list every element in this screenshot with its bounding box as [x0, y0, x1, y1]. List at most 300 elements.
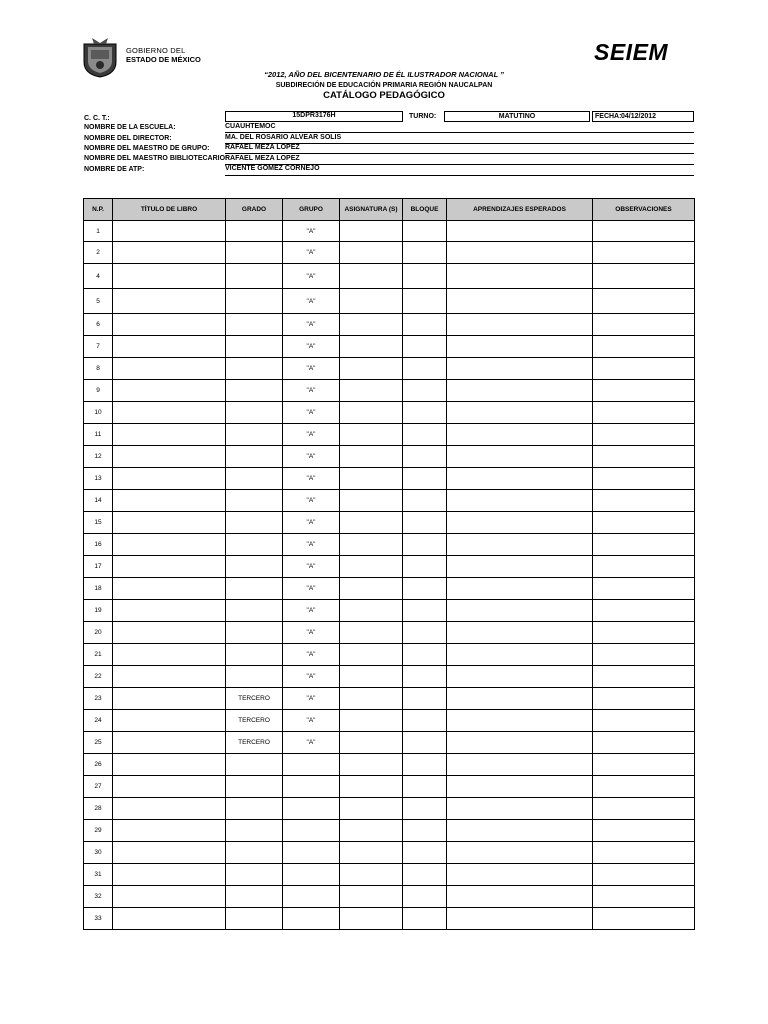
cell-np: 21 [84, 644, 113, 666]
cell-grupo [283, 864, 340, 886]
cell-grupo: "A" [283, 688, 340, 710]
gov-line-2: ESTADO DE MÉXICO [126, 55, 201, 64]
subdirection-name: SUBDIRECIÓN DE EDUCACIÓN PRIMARIA REGIÓN NAUCALPAN [275, 82, 493, 89]
cell-titulo [113, 402, 226, 424]
cell-observaciones [593, 820, 695, 842]
cell-aprendizajes [447, 336, 593, 358]
table-row [84, 710, 695, 732]
cell-asignatura [340, 468, 403, 490]
cell-grado [226, 754, 283, 776]
cell-grado [226, 336, 283, 358]
maestro-value: RAFAEL MEZA LOPEZ [225, 144, 300, 151]
cell-asignatura [340, 221, 403, 242]
cell-grupo: "A" [283, 512, 340, 534]
cell-np: 8 [84, 358, 113, 380]
cell-titulo [113, 842, 226, 864]
cell-np: 10 [84, 402, 113, 424]
table-row [84, 886, 695, 908]
cell-np: 24 [84, 710, 113, 732]
table-row [84, 578, 695, 600]
cell-grado [226, 264, 283, 289]
cell-grupo [283, 908, 340, 930]
cell-titulo [113, 512, 226, 534]
cell-bloque [403, 798, 447, 820]
cell-aprendizajes [447, 798, 593, 820]
cell-asignatura [340, 556, 403, 578]
government-name [126, 46, 201, 64]
cell-bloque [403, 622, 447, 644]
table-row [84, 358, 695, 380]
year-motto: “2012, AÑO DEL BICENTENARIO DE ÉL ILUSTRADOR NACIONAL ” [264, 70, 504, 79]
turno-label: TURNO: [409, 113, 437, 120]
cell-bloque [403, 221, 447, 242]
fecha-label: FECHA: [595, 113, 622, 120]
cell-grado [226, 600, 283, 622]
table-row [84, 468, 695, 490]
cell-np: 32 [84, 886, 113, 908]
cell-asignatura [340, 446, 403, 468]
table-row [84, 864, 695, 886]
cell-asignatura [340, 600, 403, 622]
turno-value: MATUTINO [498, 113, 536, 120]
table-row [84, 600, 695, 622]
cell-titulo [113, 622, 226, 644]
cell-np: 20 [84, 622, 113, 644]
cell-titulo [113, 380, 226, 402]
cell-bloque [403, 688, 447, 710]
cell-grupo: "A" [283, 380, 340, 402]
cell-titulo [113, 556, 226, 578]
cell-aprendizajes [447, 242, 593, 264]
cell-bloque [403, 358, 447, 380]
cell-grupo: "A" [283, 622, 340, 644]
cell-np: 30 [84, 842, 113, 864]
cct-value: 15DPR3176H [292, 112, 336, 119]
cell-bloque [403, 242, 447, 264]
cell-asignatura [340, 490, 403, 512]
table-row [84, 732, 695, 754]
cell-aprendizajes [447, 402, 593, 424]
cell-bloque [403, 776, 447, 798]
cell-bloque [403, 490, 447, 512]
cell-titulo [113, 644, 226, 666]
cell-bloque [403, 264, 447, 289]
atp-label: NOMBRE DE ATP: [84, 166, 145, 173]
cell-bloque [403, 666, 447, 688]
cell-aprendizajes [447, 666, 593, 688]
cell-bloque [403, 842, 447, 864]
cell-np: 29 [84, 820, 113, 842]
col-header-titulo: TÍTULO DE LIBRO [113, 199, 226, 221]
cell-aprendizajes [447, 380, 593, 402]
cell-asignatura [340, 402, 403, 424]
cell-grado [226, 644, 283, 666]
cell-titulo [113, 490, 226, 512]
cell-asignatura [340, 578, 403, 600]
cell-aprendizajes [447, 644, 593, 666]
table-row [84, 842, 695, 864]
cell-grado [226, 380, 283, 402]
atp-value: VICENTE GOMEZ CORNEJO [225, 165, 320, 172]
cell-grupo: "A" [283, 710, 340, 732]
table-row [84, 688, 695, 710]
cell-np: 6 [84, 314, 113, 336]
cell-grado [226, 242, 283, 264]
cell-bloque [403, 446, 447, 468]
cell-bloque [403, 864, 447, 886]
bibliotecario-value: RAFAEL MEZA LOPEZ [225, 155, 300, 162]
cell-aprendizajes [447, 600, 593, 622]
table-row [84, 402, 695, 424]
maestro-underline [225, 153, 694, 154]
cell-aprendizajes [447, 864, 593, 886]
cell-asignatura [340, 908, 403, 930]
atp-underline [225, 175, 694, 176]
escuela-value: CUAUHTEMOC [225, 123, 276, 130]
cell-bloque [403, 424, 447, 446]
cell-titulo [113, 289, 226, 314]
cell-asignatura [340, 289, 403, 314]
cell-observaciones [593, 534, 695, 556]
table-row [84, 622, 695, 644]
cell-observaciones [593, 512, 695, 534]
escuela-label: NOMBRE DE LA ESCUELA: [84, 124, 176, 131]
cell-grado [226, 820, 283, 842]
cell-asignatura [340, 732, 403, 754]
cell-asignatura [340, 512, 403, 534]
cell-bloque [403, 314, 447, 336]
cell-grado [226, 289, 283, 314]
cell-titulo [113, 534, 226, 556]
table-row [84, 820, 695, 842]
cell-aprendizajes [447, 490, 593, 512]
cell-observaciones [593, 644, 695, 666]
cell-bloque [403, 732, 447, 754]
cell-observaciones [593, 490, 695, 512]
table-row [84, 314, 695, 336]
cell-bloque [403, 512, 447, 534]
cell-aprendizajes [447, 556, 593, 578]
document-title: CATÁLOGO PEDAGÓGICO [323, 90, 445, 101]
cell-aprendizajes [447, 886, 593, 908]
cct-label: C. C. T.: [84, 115, 110, 122]
cell-grupo: "A" [283, 402, 340, 424]
cell-titulo [113, 688, 226, 710]
table-row [84, 424, 695, 446]
cell-aprendizajes [447, 820, 593, 842]
cell-grupo: "A" [283, 556, 340, 578]
cell-np: 7 [84, 336, 113, 358]
cell-grado [226, 512, 283, 534]
cell-aprendizajes [447, 776, 593, 798]
cell-observaciones [593, 666, 695, 688]
cell-grupo [283, 776, 340, 798]
brand-logo-text: SEIEM [594, 39, 669, 65]
cell-np: 28 [84, 798, 113, 820]
cell-aprendizajes [447, 578, 593, 600]
table-row [84, 666, 695, 688]
cell-np: 2 [84, 242, 113, 264]
cell-titulo [113, 336, 226, 358]
cell-grado [226, 622, 283, 644]
cell-bloque [403, 820, 447, 842]
table-row [84, 446, 695, 468]
cell-asignatura [340, 534, 403, 556]
cell-observaciones [593, 468, 695, 490]
cell-bloque [403, 886, 447, 908]
cell-asignatura [340, 820, 403, 842]
cell-observaciones [593, 221, 695, 242]
cell-asignatura [340, 314, 403, 336]
cell-np: 14 [84, 490, 113, 512]
cell-observaciones [593, 600, 695, 622]
cell-grado: TERCERO [226, 688, 283, 710]
cell-grupo: "A" [283, 424, 340, 446]
cell-grupo: "A" [283, 289, 340, 314]
cell-asignatura [340, 776, 403, 798]
cell-asignatura [340, 886, 403, 908]
cell-observaciones [593, 754, 695, 776]
cell-np: 1 [84, 221, 113, 242]
escuela-underline [225, 132, 694, 133]
table-header-row [84, 199, 695, 221]
cell-observaciones [593, 264, 695, 289]
cell-observaciones [593, 622, 695, 644]
cell-grupo: "A" [283, 644, 340, 666]
cell-bloque [403, 336, 447, 358]
cell-aprendizajes [447, 688, 593, 710]
cell-grado: TERCERO [226, 732, 283, 754]
cell-observaciones [593, 314, 695, 336]
cell-titulo [113, 798, 226, 820]
table-row [84, 221, 695, 242]
table-body [84, 221, 695, 930]
cell-grado [226, 798, 283, 820]
cell-aprendizajes [447, 908, 593, 930]
col-header-aprendizajes: APRENDIZAJES ESPERADOS [447, 199, 593, 221]
cell-aprendizajes [447, 424, 593, 446]
cell-grado [226, 776, 283, 798]
cell-grupo: "A" [283, 578, 340, 600]
cell-asignatura [340, 842, 403, 864]
cell-bloque [403, 402, 447, 424]
cell-aprendizajes [447, 221, 593, 242]
cell-titulo [113, 732, 226, 754]
table-row [84, 490, 695, 512]
table-row [84, 380, 695, 402]
cell-np: 23 [84, 688, 113, 710]
cell-np: 18 [84, 578, 113, 600]
cell-observaciones [593, 732, 695, 754]
cell-grado [226, 556, 283, 578]
cell-np: 5 [84, 289, 113, 314]
cell-grupo [283, 798, 340, 820]
cell-titulo [113, 666, 226, 688]
table-row [84, 908, 695, 930]
cell-bloque [403, 644, 447, 666]
cell-np: 17 [84, 556, 113, 578]
cell-titulo [113, 908, 226, 930]
cell-grupo: "A" [283, 358, 340, 380]
gov-line-1: GOBIERNO DEL [126, 46, 186, 55]
table-row [84, 534, 695, 556]
cell-aprendizajes [447, 622, 593, 644]
cell-observaciones [593, 798, 695, 820]
cell-grado [226, 864, 283, 886]
cell-grado [226, 908, 283, 930]
cell-titulo [113, 264, 226, 289]
cell-grupo: "A" [283, 732, 340, 754]
cell-observaciones [593, 710, 695, 732]
cell-np: 33 [84, 908, 113, 930]
cell-observaciones [593, 864, 695, 886]
table-row [84, 754, 695, 776]
cell-bloque [403, 534, 447, 556]
cell-titulo [113, 468, 226, 490]
cell-np: 19 [84, 600, 113, 622]
cell-titulo [113, 314, 226, 336]
catalog-table [83, 198, 695, 930]
cell-grado [226, 424, 283, 446]
table-row [84, 336, 695, 358]
table-row [84, 289, 695, 314]
cell-grupo: "A" [283, 534, 340, 556]
cell-bloque [403, 710, 447, 732]
table-row [84, 776, 695, 798]
cell-titulo [113, 776, 226, 798]
cell-bloque [403, 908, 447, 930]
cell-asignatura [340, 688, 403, 710]
cell-grupo [283, 754, 340, 776]
cell-asignatura [340, 754, 403, 776]
cell-observaciones [593, 424, 695, 446]
cell-np: 15 [84, 512, 113, 534]
cell-observaciones [593, 886, 695, 908]
cell-grupo: "A" [283, 446, 340, 468]
cell-grado: TERCERO [226, 710, 283, 732]
cell-observaciones [593, 380, 695, 402]
cell-grupo: "A" [283, 221, 340, 242]
cell-observaciones [593, 402, 695, 424]
cell-titulo [113, 446, 226, 468]
cell-observaciones [593, 578, 695, 600]
cell-grado [226, 578, 283, 600]
cell-titulo [113, 221, 226, 242]
cell-asignatura [340, 666, 403, 688]
col-header-bloque: BLOQUE [403, 199, 447, 221]
cell-np: 26 [84, 754, 113, 776]
cell-aprendizajes [447, 358, 593, 380]
cell-observaciones [593, 289, 695, 314]
cell-observaciones [593, 842, 695, 864]
cell-np: 25 [84, 732, 113, 754]
cell-asignatura [340, 710, 403, 732]
cell-titulo [113, 820, 226, 842]
cell-asignatura [340, 424, 403, 446]
cell-grupo [283, 842, 340, 864]
cell-grupo: "A" [283, 600, 340, 622]
table-row [84, 264, 695, 289]
cell-bloque [403, 754, 447, 776]
cell-aprendizajes [447, 314, 593, 336]
cell-np: 22 [84, 666, 113, 688]
cell-grado [226, 534, 283, 556]
cell-np: 12 [84, 446, 113, 468]
cell-aprendizajes [447, 468, 593, 490]
cell-observaciones [593, 358, 695, 380]
director-label: NOMBRE DEL DIRECTOR: [84, 135, 172, 142]
cell-grado [226, 221, 283, 242]
cell-bloque [403, 468, 447, 490]
cell-titulo [113, 578, 226, 600]
table-row [84, 242, 695, 264]
cell-titulo [113, 886, 226, 908]
maestro-label: NOMBRE DEL MAESTRO DE GRUPO: [84, 145, 210, 152]
cell-bloque [403, 556, 447, 578]
cell-np: 13 [84, 468, 113, 490]
cell-aprendizajes [447, 754, 593, 776]
cell-asignatura [340, 358, 403, 380]
cell-titulo [113, 864, 226, 886]
table-row [84, 798, 695, 820]
cell-grupo: "A" [283, 242, 340, 264]
col-header-grupo: GRUPO [283, 199, 340, 221]
col-header-observaciones: OBSERVACIONES [593, 199, 695, 221]
cell-np: 11 [84, 424, 113, 446]
cell-asignatura [340, 380, 403, 402]
cell-grado [226, 358, 283, 380]
cell-grado [226, 842, 283, 864]
cell-asignatura [340, 798, 403, 820]
bibliotecario-label: NOMBRE DEL MAESTRO BIBLIOTECARIO: [84, 155, 228, 162]
cell-observaciones [593, 242, 695, 264]
cell-asignatura [340, 242, 403, 264]
cell-aprendizajes [447, 534, 593, 556]
cell-aprendizajes [447, 512, 593, 534]
cell-titulo [113, 242, 226, 264]
cell-aprendizajes [447, 289, 593, 314]
cell-asignatura [340, 644, 403, 666]
cell-titulo [113, 358, 226, 380]
cell-aprendizajes [447, 710, 593, 732]
cell-grupo [283, 886, 340, 908]
cell-grado [226, 886, 283, 908]
cell-np: 4 [84, 264, 113, 289]
cell-titulo [113, 754, 226, 776]
col-header-asignatura: ASIGNATURA (S) [340, 199, 403, 221]
cell-observaciones [593, 556, 695, 578]
cell-titulo [113, 710, 226, 732]
cell-observaciones [593, 336, 695, 358]
cell-titulo [113, 424, 226, 446]
cell-asignatura [340, 264, 403, 289]
school-info-block [84, 111, 694, 181]
cell-np: 27 [84, 776, 113, 798]
cell-bloque [403, 289, 447, 314]
director-value: MA. DEL ROSARIO ALVEAR SOLIS [225, 134, 342, 141]
cell-grado [226, 468, 283, 490]
cell-grupo: "A" [283, 468, 340, 490]
cell-grupo: "A" [283, 314, 340, 336]
cell-bloque [403, 578, 447, 600]
cell-bloque [403, 600, 447, 622]
cell-grado [226, 490, 283, 512]
cell-observaciones [593, 776, 695, 798]
cell-observaciones [593, 688, 695, 710]
cell-asignatura [340, 622, 403, 644]
cell-grupo [283, 820, 340, 842]
cell-grupo: "A" [283, 490, 340, 512]
